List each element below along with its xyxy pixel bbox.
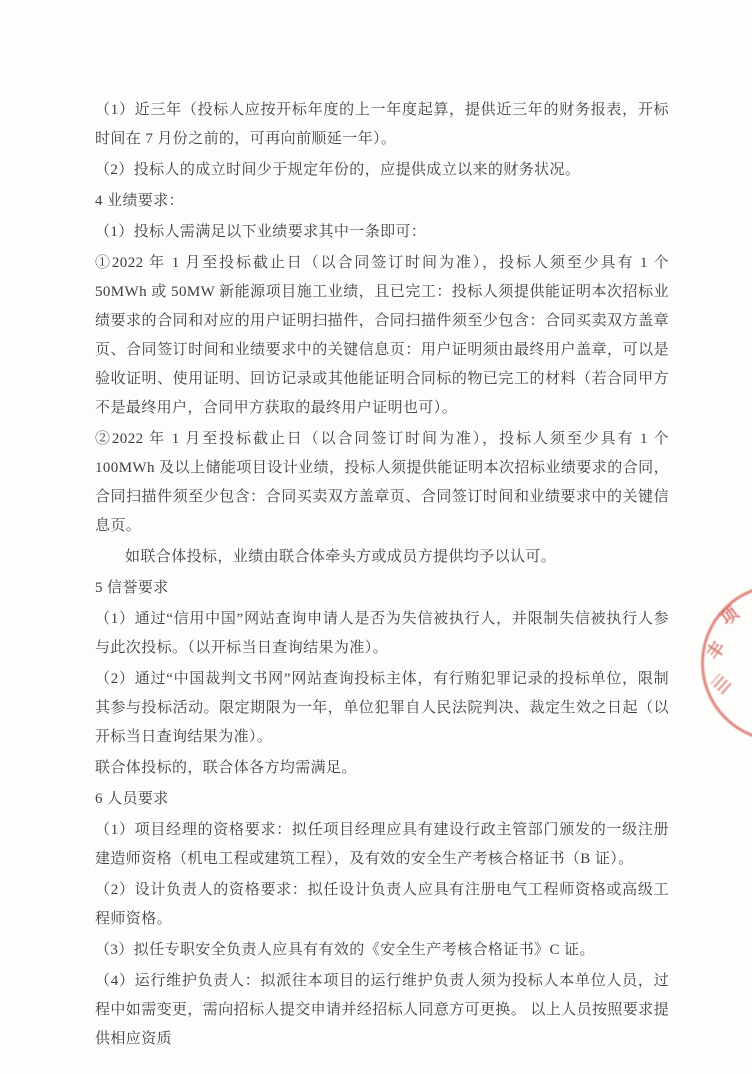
- paragraph: （1）投标人需满足以下业绩要求其中一条即可：: [95, 224, 427, 240]
- paragraph: 6 人员要求: [95, 791, 169, 807]
- paragraph: （2）通过“中国裁判文书网”网站查询投标主体，有行贿犯罪记录的投标单位，限制其参与投标活动。限定期限为一年，单位犯罪自人民法院判决、裁定生效之日起（以开标当日查询结果为准）。: [95, 671, 669, 745]
- paragraph: （1）项目经理的资格要求：拟任项目经理应具有建设行政主管部门颁发的一级注册建造师资格（机电工程或建筑工程），及有效的安全生产考核合格证书（B 证）。: [95, 822, 669, 867]
- paragraph: 5 信誉要求: [95, 580, 169, 596]
- paragraph: （2）投标人的成立时间少于规定年份的，应提供成立以来的财务状况。: [95, 162, 581, 178]
- paragraph: 联合体投标的，联合体各方均需满足。: [95, 760, 357, 776]
- paragraph: 如联合体投标，业绩由联合体牵头方或成员方提供均予以认可。: [125, 549, 557, 565]
- paragraph: ②2022 年 1 月至投标截止日（以合同签订时间为准），投标人须至少具有 1 个 100MWh 及以上储能项目设计业绩，投标人须提供能证明本次招标业绩要求的合同，合同扫描件须至少包含：合同买卖双方盖章页、合同签订时间和业绩要求中的关键信息页。: [95, 431, 669, 534]
- document-body: [95, 96, 669, 1056]
- company-seal-character: 项: [717, 603, 743, 629]
- paragraph: ①2022 年 1 月至投标截止日（以合同签订时间为准），投标人须至少具有 1 个 50MWh 或 50MW 新能源项目施工业绩，且已完工：投标人须提供能证明本次招标业绩要求的合同和对应的用户证明扫描件，合同扫描件须至少包含：合同买卖双方盖章页、合同签订时间和业绩要求中的关键信息页：用户证明须由最终用户盖章，可以是验收证明、使用证明、回访记录或其他能证明合同标的物已完工的材料（若合同甲方不是最终用户，合同甲方获取的最终用户证明也可）。: [95, 255, 669, 416]
- company-seal-character: 丰: [703, 638, 729, 664]
- paragraph: （3）拟任专职安全负责人应具有有效的《安全生产考核合格证书》C 证。: [95, 942, 595, 958]
- paragraph: 4 业绩要求：: [95, 193, 185, 209]
- paragraph: （1）近三年（投标人应按开标年度的上一年度起算，提供近三年的财务报表，开标时间在 7 月份之前的，可再向前顺延一年）。: [95, 102, 669, 147]
- paragraph: （2）设计负责人的资格要求：拟任设计负责人应具有注册电气工程师资格或高级工程师资格。: [95, 882, 669, 927]
- paragraph: （4）运行维护负责人：拟派往本项目的运行维护负责人须为投标人本单位人员，过程中如需变更，需向招标人提交申请并经招标人同意方可更换。 以上人员按照要求提供相应资质: [95, 973, 669, 1047]
- paragraph: （1）通过“信用中国”网站查询申请人是否为失信被执行人，并限制失信被执行人参与此次投标。（以开标当日查询结果为准）。: [95, 611, 669, 656]
